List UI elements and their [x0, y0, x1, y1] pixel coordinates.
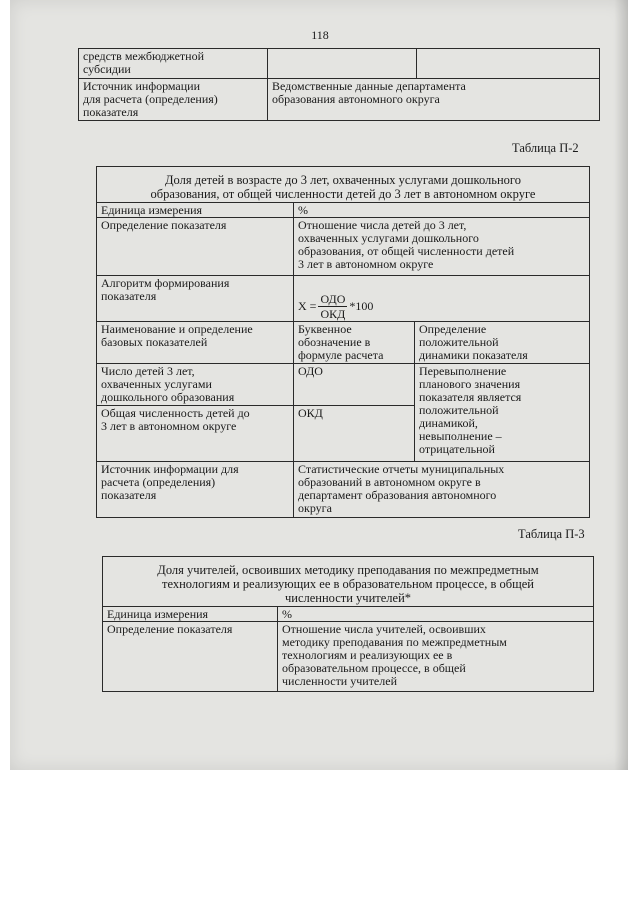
- p3-unit-value: %: [278, 607, 594, 622]
- p3-definition-label: Определение показателя: [103, 622, 278, 692]
- caption-table-p2: Таблица П-2: [512, 141, 579, 155]
- p2-source-label: Источник информации для расчета (определения) показателя: [97, 462, 294, 518]
- page-number: 118: [311, 28, 329, 42]
- p2-definition-label: Определение показателя: [97, 218, 294, 276]
- table-row: [103, 557, 594, 607]
- p2-var1-label: Число детей 3 лет, охваченных услугами дошкольного образования: [97, 364, 294, 406]
- p2-var1-symbol: ОДО: [294, 364, 415, 406]
- p3-title: Доля учителей, освоивших методику преподавания по межпредметным технологиям и реализующих ее в образовательном процессе, в общей численности учителей*: [103, 557, 594, 607]
- p2-unit-label: Единица измерения: [97, 203, 294, 218]
- table-row: [97, 218, 590, 276]
- table-row: [97, 462, 590, 518]
- table-row: [97, 167, 590, 203]
- formula-numerator: ОДО: [320, 292, 346, 306]
- caption-table-p3: Таблица П-3: [518, 527, 585, 541]
- p3-definition-value: Отношение числа учителей, освоивших методику преподавания по межпредметным технологиям и реализующих ее в образовательном процессе, в общей численности учителей: [278, 622, 594, 692]
- table-row: [97, 203, 590, 218]
- p2-base-label: Наименование и определение базовых показателей: [97, 322, 294, 364]
- p1-row1-label: средств межбюджетной субсидии: [79, 49, 268, 79]
- table-row: [103, 607, 594, 622]
- table-p3: [102, 556, 594, 692]
- table-p1-continuation: [78, 48, 600, 121]
- formula-multiplier: *100: [349, 299, 374, 313]
- table-row: [97, 276, 590, 322]
- p1-row1-value-b: [417, 49, 600, 79]
- p1-row2-value: Ведомственные данные департамента образования автономного округа: [268, 79, 600, 121]
- p2-formula: [298, 292, 373, 321]
- p2-algorithm-label: Алгоритм формирования показателя: [97, 276, 294, 322]
- p1-row1-value-a: [268, 49, 417, 79]
- p2-dynamics-label: Определение положительной динамики показателя: [415, 322, 590, 364]
- p2-dynamics-value: Перевыполнение планового значения показателя является положительной динамикой, невыполнение – отрицательной: [415, 364, 590, 462]
- formula-lhs: X =: [298, 299, 317, 313]
- p2-definition-value: Отношение числа детей до 3 лет, охваченных услугами дошкольного образования, от общей численности детей 3 лет в автономном округе: [294, 218, 590, 276]
- p1-row2-label: Источник информации для расчета (определения) показателя: [79, 79, 268, 121]
- p2-var2-symbol: ОКД: [294, 406, 415, 462]
- p3-unit-label: Единица измерения: [103, 607, 278, 622]
- table-row: [103, 622, 594, 692]
- p2-source-value: Статистические отчеты муниципальных образований в автономном округе в департамент образования автономного округа: [294, 462, 590, 518]
- p2-title: Доля детей в возрасте до 3 лет, охваченных услугами дошкольного образования, от общей численности детей до 3 лет в автономном округе: [97, 167, 590, 203]
- formula-fraction: [318, 292, 347, 321]
- table-row: [97, 364, 590, 406]
- formula-denominator: ОКД: [320, 307, 346, 321]
- page-edge-shadow: [614, 0, 628, 770]
- table-row: [79, 79, 600, 121]
- table-row: [97, 322, 590, 364]
- table-row: [79, 49, 600, 79]
- p2-symbol-label: Буквенное обозначение в формуле расчета: [294, 322, 415, 364]
- table-p2: [96, 166, 590, 518]
- p2-unit-value: %: [294, 203, 590, 218]
- p2-formula-cell: [294, 276, 590, 322]
- p2-var2-label: Общая численность детей до 3 лет в автономном округе: [97, 406, 294, 462]
